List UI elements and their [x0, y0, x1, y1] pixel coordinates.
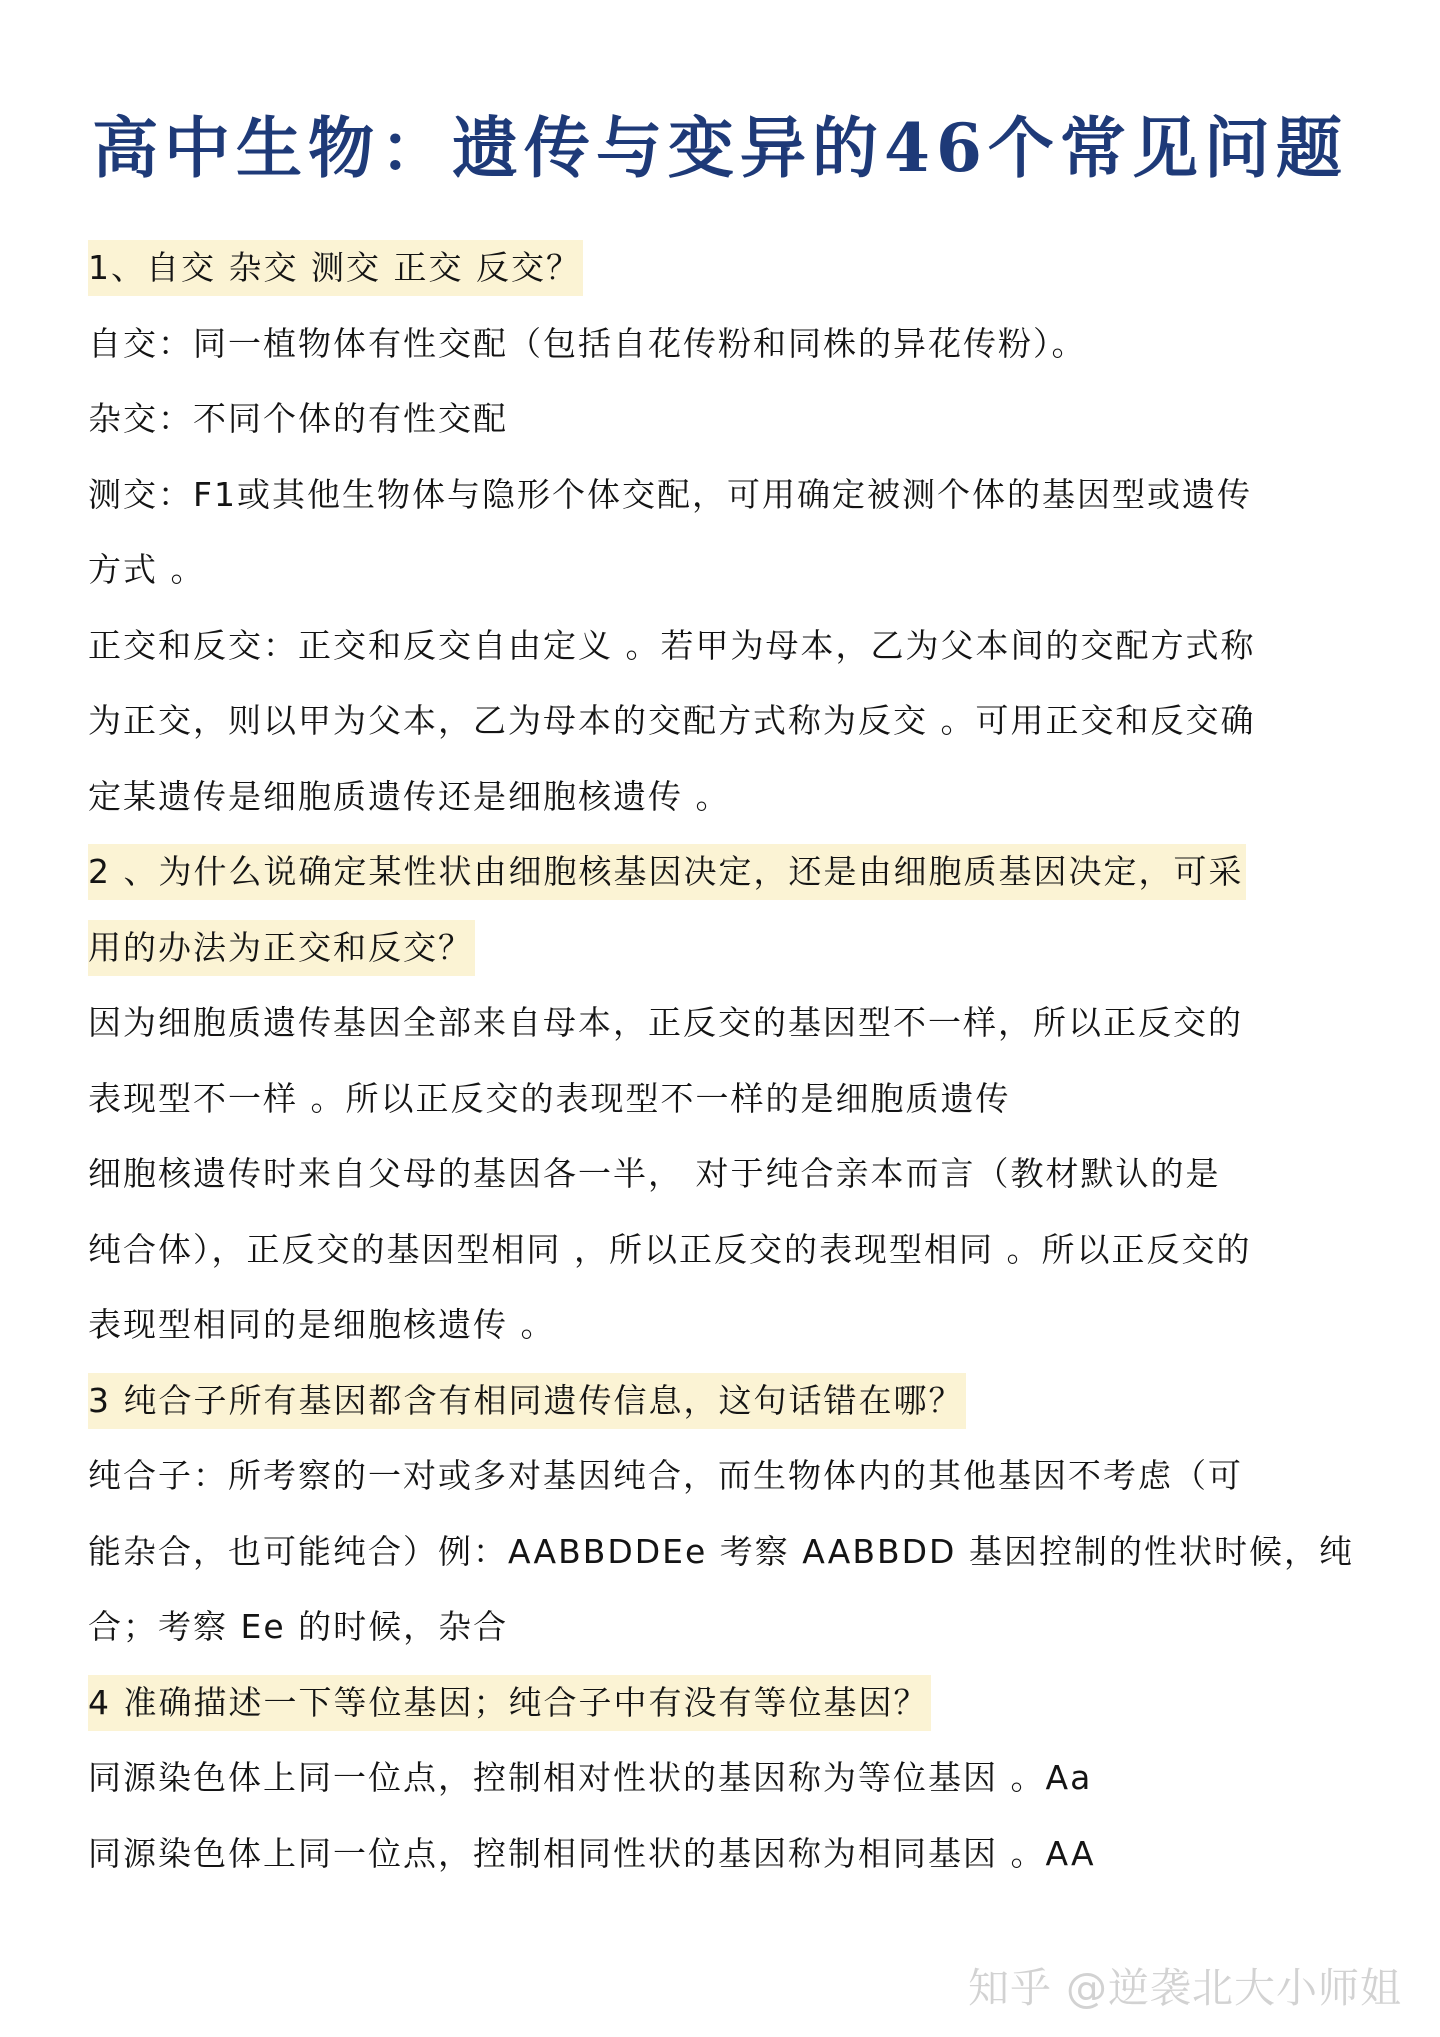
- line-text: 测交：F1或其他生物体与隐形个体交配，可用确定被测个体的基因型或遗传: [88, 474, 1252, 514]
- line-text: 用的办法为正交和反交？: [88, 920, 475, 976]
- answer-line: [88, 532, 1356, 608]
- answer-line: [88, 1589, 1356, 1665]
- answer-line: [88, 1287, 1356, 1363]
- document-body: [88, 230, 1356, 1891]
- question-line: [88, 834, 1356, 910]
- answer-line: [88, 1438, 1356, 1514]
- answer-line: [88, 1816, 1356, 1892]
- line-text: 细胞核遗传时来自父母的基因各一半， 对于纯合亲本而言（教材默认的是: [88, 1154, 1221, 1193]
- line-text: 自交：同一植物体有性交配（包括自花传粉和同株的异花传粉）。: [88, 323, 1087, 363]
- line-text: 纯合体），正反交的基因型相同 ，所以正反交的表现型相同 。所以正反交的: [88, 1229, 1252, 1269]
- line-text: 1、自交 杂交 测交 正交 反交？: [88, 240, 583, 296]
- answer-line: [88, 306, 1356, 382]
- page-title: 高中生物：遗传与变异的46个常见问题: [92, 109, 1348, 187]
- line-text: 杂交：不同个体的有性交配: [88, 399, 508, 438]
- line-text: 表现型不一样 。所以正反交的表现型不一样的是细胞质遗传: [88, 1078, 1011, 1118]
- line-text: 纯合子：所考察的一对或多对基因纯合，而生物体内的其他基因不考虑（可: [88, 1456, 1243, 1495]
- line-text: 4 准确描述一下等位基因；纯合子中有没有等位基因？: [88, 1675, 931, 1731]
- answer-line: [88, 759, 1356, 835]
- line-text: 定某遗传是细胞质遗传还是细胞核遗传 。: [88, 776, 731, 816]
- line-text: 表现型相同的是细胞核遗传 。: [88, 1305, 556, 1344]
- answer-line: [88, 608, 1356, 684]
- question-line: [88, 1363, 1356, 1439]
- answer-line: [88, 457, 1356, 533]
- answer-line: [88, 1061, 1356, 1137]
- question-line: [88, 910, 1356, 986]
- line-text: 3 纯合子所有基因都含有相同遗传信息，这句话错在哪？: [88, 1373, 966, 1429]
- watermark: 知乎 @逆袭北大小师姐: [967, 1964, 1402, 2012]
- line-text: 能杂合，也可能纯合）例：AABBDDEe 考察 AABBDD 基因控制的性状时候，纯: [88, 1531, 1354, 1571]
- line-text: 同源染色体上同一位点，控制相对性状的基因称为等位基因 。Aa: [88, 1758, 1093, 1797]
- line-text: 同源染色体上同一位点，控制相同性状的基因称为相同基因 。AA: [88, 1833, 1096, 1873]
- answer-line: [88, 1740, 1356, 1816]
- line-text: 正交和反交：正交和反交自由定义 。若甲为母本，乙为父本间的交配方式称: [88, 625, 1256, 665]
- line-text: 为正交，则以甲为父本，乙为母本的交配方式称为反交 。可用正交和反交确: [88, 701, 1256, 740]
- line-text: 方式 。: [88, 550, 206, 589]
- answer-line: [88, 381, 1356, 457]
- question-line: [88, 1665, 1356, 1741]
- answer-line: [88, 1136, 1356, 1212]
- line-text: 因为细胞质遗传基因全部来自母本，正反交的基因型不一样，所以正反交的: [88, 1003, 1243, 1042]
- question-line: [88, 230, 1356, 306]
- line-text: 2 、为什么说确定某性状由细胞核基因决定，还是由细胞质基因决定，可采: [88, 844, 1246, 900]
- answer-line: [88, 683, 1356, 759]
- answer-line: [88, 1212, 1356, 1288]
- answer-line: [88, 1514, 1356, 1590]
- line-text: 合；考察 Ee 的时候，杂合: [88, 1607, 509, 1646]
- answer-line: [88, 985, 1356, 1061]
